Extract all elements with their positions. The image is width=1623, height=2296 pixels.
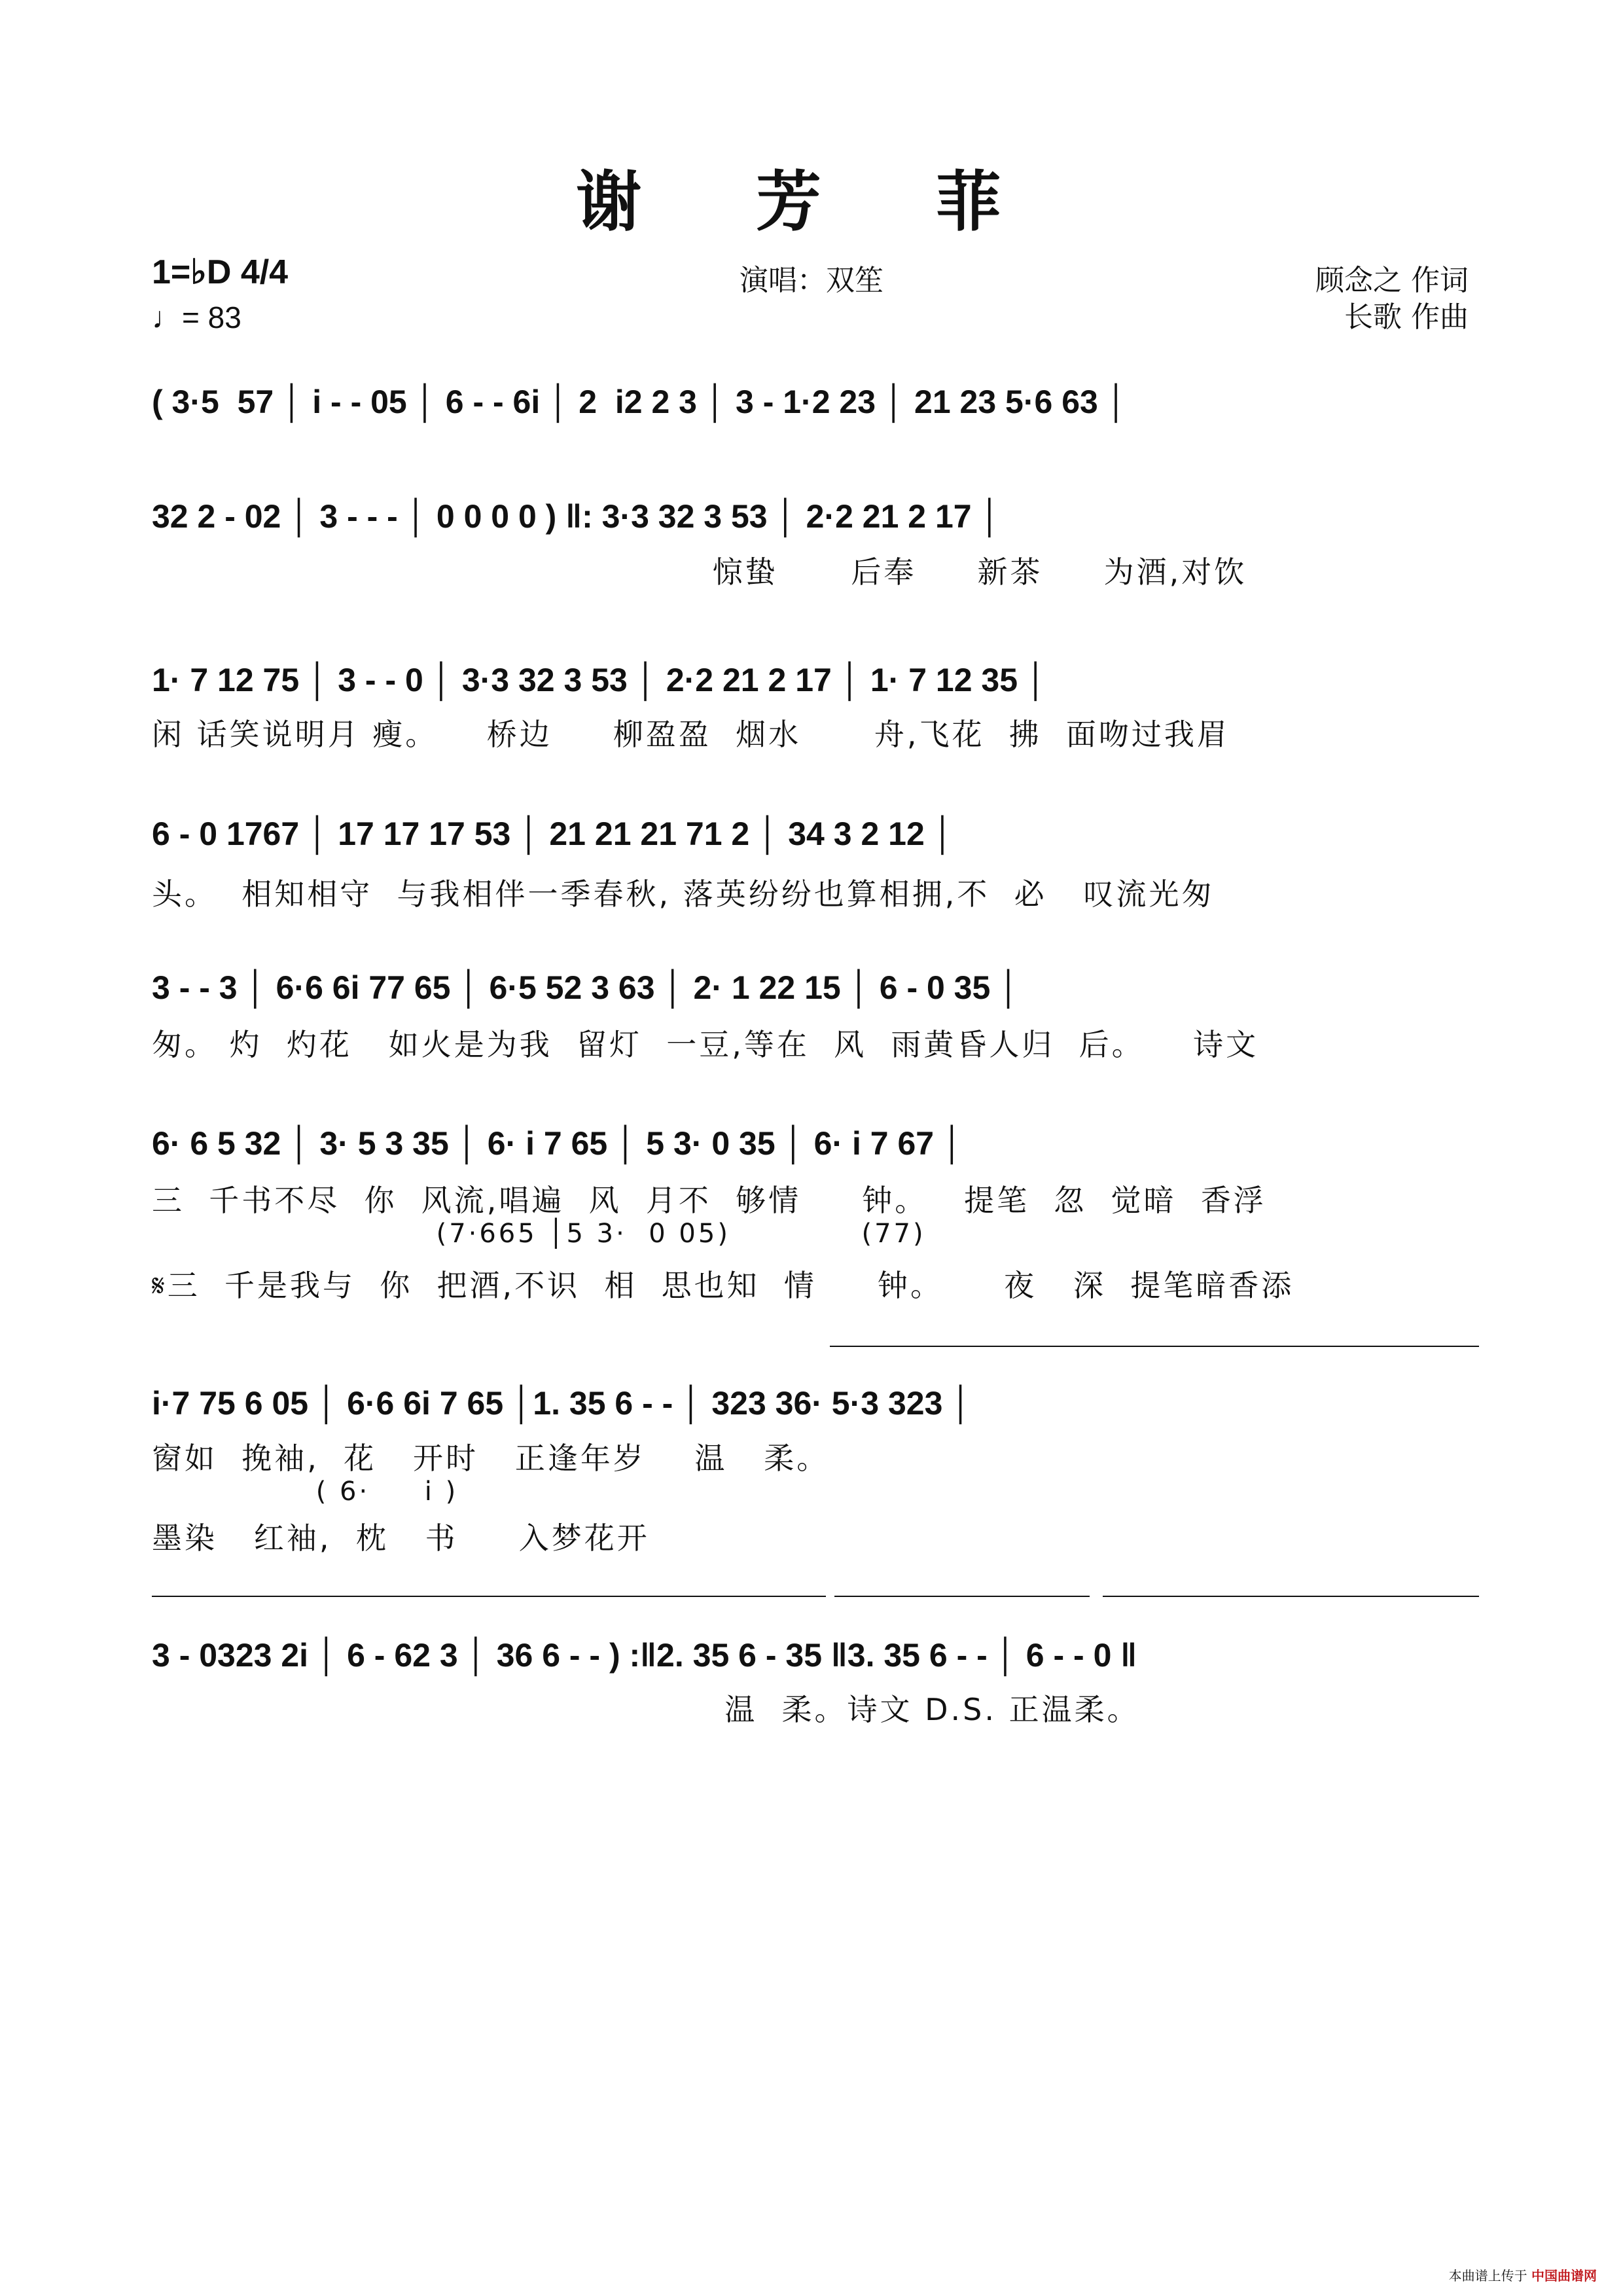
score-line-6: 6· 6 5 32 │ 3· 5 3 35 │ 6· i 7 65 │ 5 3· 0 35 │ 6· i 7 67 │ <box>152 1125 964 1162</box>
lyrics-line-6b: 𝄋三 千是我与 你 把酒,不识 相 思也知 情 钟。 夜 深 提笔暗香添 <box>152 1268 1294 1303</box>
lyrics-line-3: 闲 话笑说明月 瘦。 桥边 柳盈盈 烟水 舟,飞花 拂 面吻过我眉 <box>152 717 1230 752</box>
score-line-2: 32 2 - 02 │ 3 - - - │ 0 0 0 0 ) ‖: 3·3 32 3 53 │ 2·2 21 2 17 │ <box>152 498 1001 535</box>
lyrics-line-7b: 墨染 红袖, 枕 书 入梦花开 <box>152 1520 650 1556</box>
volta-continuation-bracket <box>152 1596 826 1597</box>
site-logo[interactable]: 中国曲谱网 <box>1531 2268 1597 2284</box>
tempo-marking: ♩= 83 <box>152 300 241 334</box>
alt-notes-line-7: ( 6· i ) <box>152 1477 459 1507</box>
song-title: 谢 芳 菲 <box>576 163 1047 240</box>
lyrics-line-7a: 窗如 挽袖, 花 开时 正逢年岁 温 柔。 <box>152 1441 830 1476</box>
volta-3-bracket <box>1103 1596 1479 1597</box>
composer-credit: 长歌 作曲 <box>1344 300 1469 334</box>
score-line-1: ( 3·5 57 │ i - - 05 │ 6 - - 6i │ 2 i2 2 3 │ 3 - 1·2 23 │ 21 23 5·6 63 │ <box>152 384 1128 420</box>
footer-text: 本曲谱上传于 <box>1448 2268 1527 2284</box>
score-line-8: 3 - 0323 2i │ 6 - 62 3 │ 36 6 - - ) :‖2. 35 6 - 35 ‖3. 35 6 - - │ 6 - - 0 ‖ <box>152 1637 1137 1674</box>
volta-1-bracket <box>830 1346 1479 1347</box>
alt-notes-line-6: (7·665 │5 3· 0 05) (77) <box>152 1219 926 1249</box>
score-line-3: 1· 7 12 75 │ 3 - - 0 │ 3·3 32 3 53 │ 2·2 21 2 17 │ 1· 7 12 35 │ <box>152 662 1048 698</box>
score-line-5: 3 - - 3 │ 6·6 6i 77 65 │ 6·5 52 3 63 │ 2· 1 22 15 │ 6 - 0 35 │ <box>152 969 1020 1006</box>
performer-credit: 演唱：双笙 <box>740 264 883 297</box>
footer-watermark <box>1449 2265 1597 2284</box>
score-line-4: 6 - 0 1767 │ 17 17 17 53 │ 21 21 21 71 2 │ 34 3 2 12 │ <box>152 816 954 852</box>
lyrics-line-2: 惊蛰 后奉 新茶 为酒,对饮 <box>152 554 1247 590</box>
volta-2-bracket <box>834 1596 1090 1597</box>
key-signature: 1=♭D 4/4 <box>152 253 289 291</box>
lyricist-credit: 顾念之 作词 <box>1315 264 1469 297</box>
score-line-7: i·7 75 6 05 │ 6·6 6i 7 65 │1. 35 6 - - │ 323 36· 5·3 323 │ <box>152 1385 972 1422</box>
lyrics-line-8: 温 柔。诗文 D.S. 正温柔。 <box>152 1692 1140 1727</box>
lyrics-line-4: 头。 相知相守 与我相伴一季春秋, 落英纷纷也算相拥,不 必 叹流光匆 <box>152 876 1215 912</box>
lyrics-line-6a: 三 千书不尽 你 风流,唱遍 风 月不 够情 钟。 提笔 忽 觉暗 香浮 <box>152 1183 1266 1218</box>
lyrics-line-5: 匆。 灼 灼花 如火是为我 留灯 一豆,等在 风 雨黄昏人归 后。 诗文 <box>152 1027 1259 1062</box>
